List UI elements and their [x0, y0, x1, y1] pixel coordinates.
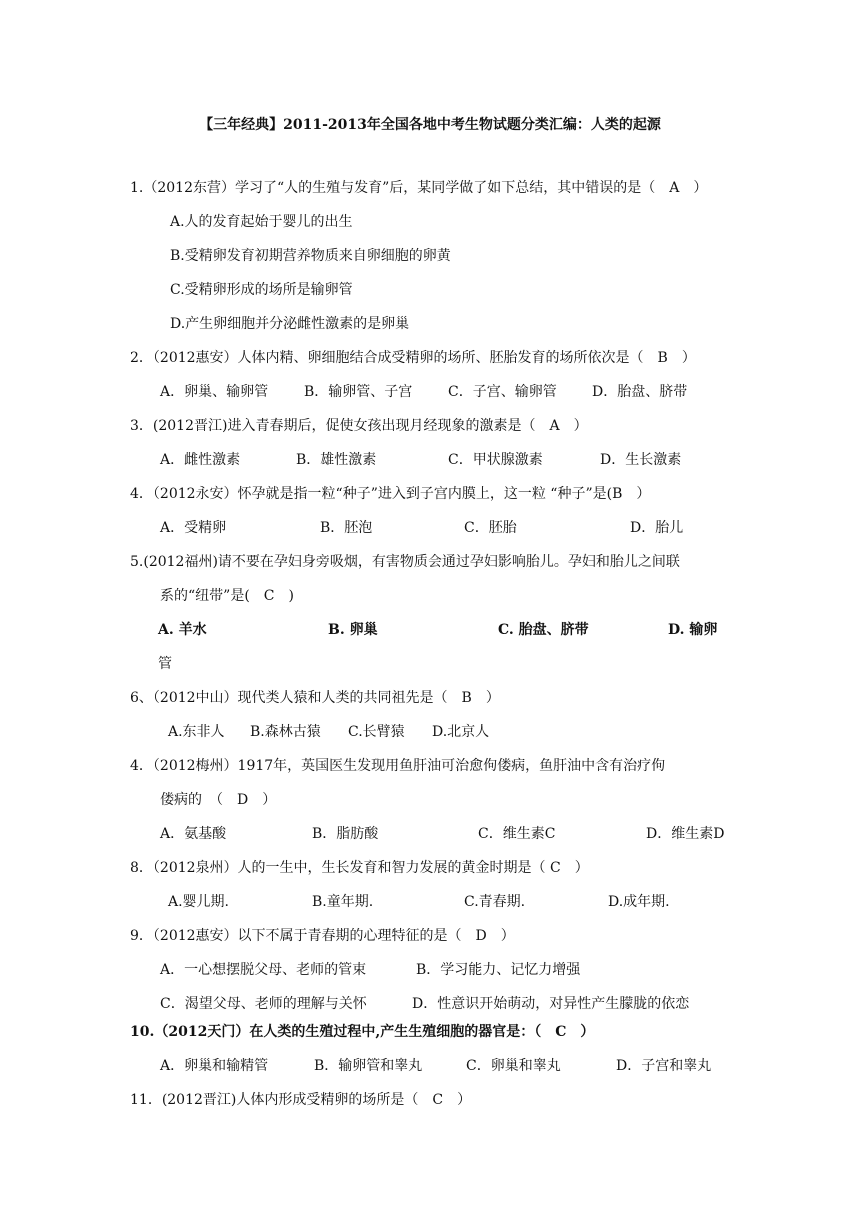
question-5-option-a: A. 羊水 [158, 622, 207, 638]
question-3-option-b: B．雄性激素 [296, 452, 377, 468]
page-title: 【三年经典】2011-2013年全国各地中考生物试题分类汇编：人类的起源 [199, 117, 661, 133]
question-10-option-a: A．卵巢和输精管 [160, 1058, 269, 1074]
question-4-option-b: B．胚泡 [320, 520, 373, 536]
question-7-continued: 偻病的 （ D ） [160, 792, 277, 808]
question-9-option-b: B．学习能力、记忆力增强 [416, 962, 581, 978]
question-7-option-d: D．维生素D [646, 826, 725, 842]
question-5-continued: 系的“纽带”是( C ) [160, 588, 294, 604]
question-9-option-c: C．渴望父母、老师的理解与关怀 [160, 996, 367, 1012]
question-10-option-d: D．子宫和睾丸 [616, 1058, 712, 1074]
question-6-option-d: D.北京人 [432, 724, 490, 740]
question-4-option-a: A．受精卵 [160, 520, 227, 536]
question-6-option-a: A.东非人 [168, 724, 225, 740]
question-6-option-c: C.长臂猿 [348, 724, 405, 740]
question-4-option-d: D．胎儿 [630, 520, 684, 536]
question-1: 1.（2012东营）学习了“人的生殖与发育”后，某同学做了如下总结，其中错误的是（ A ） [130, 180, 708, 196]
question-1-option-c: C.受精卵形成的场所是输卵管 [170, 282, 353, 298]
question-7-option-c: C．维生素C [478, 826, 556, 842]
question-5-option-d: D. 输卵 [668, 622, 718, 638]
question-2-option-d: D．胎盘、脐带 [592, 384, 688, 400]
question-5-option-c: C. 胎盘、脐带 [498, 622, 589, 638]
question-7-option-b: B．脂肪酸 [312, 826, 379, 842]
question-2-option-a: A．卵巢、输卵管 [160, 384, 269, 400]
question-1-option-a: A.人的发育起始于婴儿的出生 [170, 214, 353, 230]
question-8-option-d: D.成年期. [608, 894, 670, 910]
question-8-option-c: C.青春期. [464, 894, 526, 910]
question-10: 10.（2012天门）在人类的生殖过程中,产生生殖细胞的器官是：（ C ） [130, 1024, 595, 1040]
question-7-option-a: A．氨基酸 [160, 826, 227, 842]
question-3-option-d: D．生长激素 [600, 452, 682, 468]
question-10-option-c: C．卵巢和睾丸 [466, 1058, 561, 1074]
question-8: 8．（2012泉州）人的一生中，生长发育和智力发展的黄金时期是（ C ） [130, 860, 589, 876]
question-7: 4．（2012梅州）1917年，英国医生发现用鱼肝油可治愈佝偻病，鱼肝油中含有治疗佝 [130, 758, 666, 774]
question-8-option-b: B.童年期. [312, 894, 374, 910]
question-11: 11．(2012晋江)人体内形成受精卵的场所是（ C ） [130, 1092, 472, 1108]
question-2: 2．（2012惠安）人体内精、卵细胞结合成受精卵的场所、胚胎发育的场所依次是（ B ） [130, 350, 696, 366]
question-2-option-c: C．子宫、输卵管 [448, 384, 557, 400]
question-4-option-c: C．胚胎 [464, 520, 517, 536]
question-5: 5.(2012福州)请不要在孕妇身旁吸烟，有害物质会通过孕妇影响胎儿。孕妇和胎儿之间联 [130, 554, 680, 570]
question-6: 6、（2012中山）现代类人猿和人类的共同祖先是（ B ） [130, 690, 500, 706]
question-5-option-d-wrap: 管 [158, 656, 172, 672]
question-5-option-b: B. 卵巢 [328, 622, 378, 638]
question-9-option-d: D．性意识开始萌动，对异性产生朦胧的依恋 [412, 996, 690, 1012]
question-3-option-c: C．甲状腺激素 [448, 452, 543, 468]
question-9-option-a: A．一心想摆脱父母、老师的管束 [160, 962, 367, 978]
question-1-option-b: B.受精卵发育初期营养物质来自卵细胞的卵黄 [170, 248, 451, 264]
question-8-option-a: A.婴儿期. [168, 894, 230, 910]
question-6-option-b: B.森林古猿 [250, 724, 321, 740]
question-4: 4．（2012永安）怀孕就是指一粒“种子”进入到子宫内膜上，这一粒 “种子”是(B ） [130, 486, 651, 502]
question-2-option-b: B．输卵管、子宫 [304, 384, 413, 400]
question-10-option-b: B．输卵管和睾丸 [314, 1058, 423, 1074]
question-3: 3．(2012晋江)进入青春期后，促使女孩出现月经现象的激素是（ A ） [130, 418, 588, 434]
question-9: 9．（2012惠安）以下不属于青春期的心理特征的是（ D ） [130, 928, 515, 944]
question-3-option-a: A．雌性激素 [160, 452, 241, 468]
question-1-option-d: D.产生卵细胞并分泌雌性激素的是卵巢 [170, 316, 410, 332]
